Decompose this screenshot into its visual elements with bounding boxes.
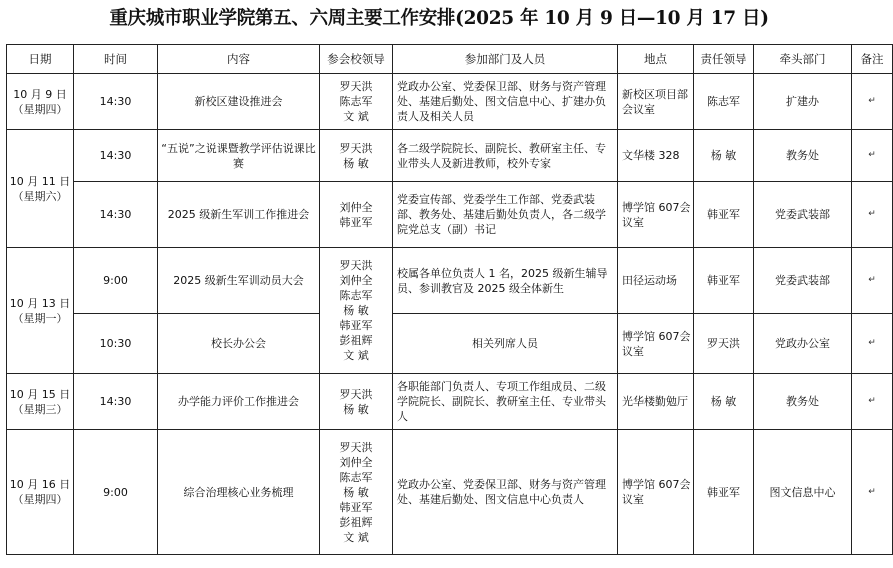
header-row	[7, 45, 893, 74]
participants-cell: 党委宣传部、党委学生工作部、党委武装部、教务处、基建后勤处负责人，各二级学院党总支（副）书记	[393, 182, 618, 248]
header-leaders: 参会校领导	[320, 45, 393, 74]
time-cell: 14:30	[74, 74, 158, 130]
note-cell: ↵	[852, 248, 893, 314]
header-date: 日期	[7, 45, 74, 74]
note-cell: ↵	[852, 374, 893, 430]
dept-cell: 教务处	[754, 374, 852, 430]
content-cell: 校长办公会	[158, 314, 320, 374]
dept-cell: 图文信息中心	[754, 430, 852, 555]
responsible-cell: 韩亚军	[694, 430, 754, 555]
date-cell: 10 月 11 日 （星期六）	[7, 130, 74, 248]
date-cell: 10 月 9 日 （星期四）	[7, 74, 74, 130]
location-cell: 文华楼 328	[618, 130, 694, 182]
page-title: 重庆城市职业学院第五、六周主要工作安排(2025 年 10 月 9 日—10 月 17 日)	[109, 8, 769, 29]
content-cell: 2025 级新生军训动员大会	[158, 248, 320, 314]
time-cell: 14:30	[74, 374, 158, 430]
content-cell: 2025 级新生军训工作推进会	[158, 182, 320, 248]
time-cell: 14:30	[74, 182, 158, 248]
responsible-cell: 杨 敏	[694, 130, 754, 182]
responsible-cell: 杨 敏	[694, 374, 754, 430]
note-cell: ↵	[852, 74, 893, 130]
date-cell: 10 月 16 日 （星期四）	[7, 430, 74, 555]
header-note: 备注	[852, 45, 893, 74]
table-row	[7, 374, 893, 430]
leaders-cell: 罗天洪 刘仲全 陈志军 杨 敏 韩亚军 彭祖辉 文 斌	[320, 248, 393, 374]
note-cell: ↵	[852, 314, 893, 374]
dept-cell: 党委武装部	[754, 248, 852, 314]
dept-cell: 党委武装部	[754, 182, 852, 248]
time-cell: 9:00	[74, 430, 158, 555]
date-cell: 10 月 15 日 （星期三）	[7, 374, 74, 430]
location-cell: 博学馆 607会议室	[618, 430, 694, 555]
table-row	[7, 182, 893, 248]
header-content: 内容	[158, 45, 320, 74]
location-cell: 博学馆 607会议室	[618, 314, 694, 374]
header-participants: 参加部门及人员	[393, 45, 618, 74]
leaders-cell: 罗天洪 刘仲全 陈志军 杨 敏 韩亚军 彭祖辉 文 斌	[320, 430, 393, 555]
location-cell: 田径运动场	[618, 248, 694, 314]
schedule-table	[6, 44, 893, 555]
header-time: 时间	[74, 45, 158, 74]
table-row	[7, 430, 893, 555]
participants-cell: 党政办公室、党委保卫部、财务与资产管理处、基建后勤处、图文信息中心、扩建办负责人及相关人员	[393, 74, 618, 130]
content-cell: 新校区建设推进会	[158, 74, 320, 130]
leaders-cell: 罗天洪 杨 敏	[320, 374, 393, 430]
time-cell: 14:30	[74, 130, 158, 182]
dept-cell: 扩建办	[754, 74, 852, 130]
note-cell: ↵	[852, 182, 893, 248]
participants-cell: 校属各单位负责人 1 名，2025 级新生辅导员、参训教官及 2025 级全体新生	[393, 248, 618, 314]
dept-cell: 教务处	[754, 130, 852, 182]
content-cell: 综合治理核心业务梳理	[158, 430, 320, 555]
participants-cell: 各职能部门负责人、专项工作组成员、二级学院院长、副院长、教研室主任、专业带头人	[393, 374, 618, 430]
note-cell: ↵	[852, 430, 893, 555]
leaders-cell: 罗天洪 陈志军 文 斌	[320, 74, 393, 130]
responsible-cell: 罗天洪	[694, 314, 754, 374]
responsible-cell: 韩亚军	[694, 248, 754, 314]
responsible-cell: 韩亚军	[694, 182, 754, 248]
table-row	[7, 314, 893, 374]
content-cell: 办学能力评价工作推进会	[158, 374, 320, 430]
header-dept: 牵头部门	[754, 45, 852, 74]
location-cell: 博学馆 607会议室	[618, 182, 694, 248]
time-cell: 10:30	[74, 314, 158, 374]
participants-cell: 相关列席人员	[393, 314, 618, 374]
time-cell: 9:00	[74, 248, 158, 314]
header-location: 地点	[618, 45, 694, 74]
responsible-cell: 陈志军	[694, 74, 754, 130]
dept-cell: 党政办公室	[754, 314, 852, 374]
participants-cell: 各二级学院院长、副院长、教研室主任、专业带头人及新进教师，校外专家	[393, 130, 618, 182]
table-row	[7, 74, 893, 130]
date-cell: 10 月 13 日 （星期一）	[7, 248, 74, 374]
participants-cell: 党政办公室、党委保卫部、财务与资产管理处、基建后勤处、图文信息中心负责人	[393, 430, 618, 555]
leaders-cell: 罗天洪 杨 敏	[320, 130, 393, 182]
table-row	[7, 248, 893, 314]
location-cell: 新校区项目部会议室	[618, 74, 694, 130]
location-cell: 光华楼勤勉厅	[618, 374, 694, 430]
table-row	[7, 130, 893, 182]
content-cell: “五说”之说课暨教学评估说课比赛	[158, 130, 320, 182]
header-responsible: 责任领导	[694, 45, 754, 74]
note-cell: ↵	[852, 130, 893, 182]
leaders-cell: 刘仲全 韩亚军	[320, 182, 393, 248]
